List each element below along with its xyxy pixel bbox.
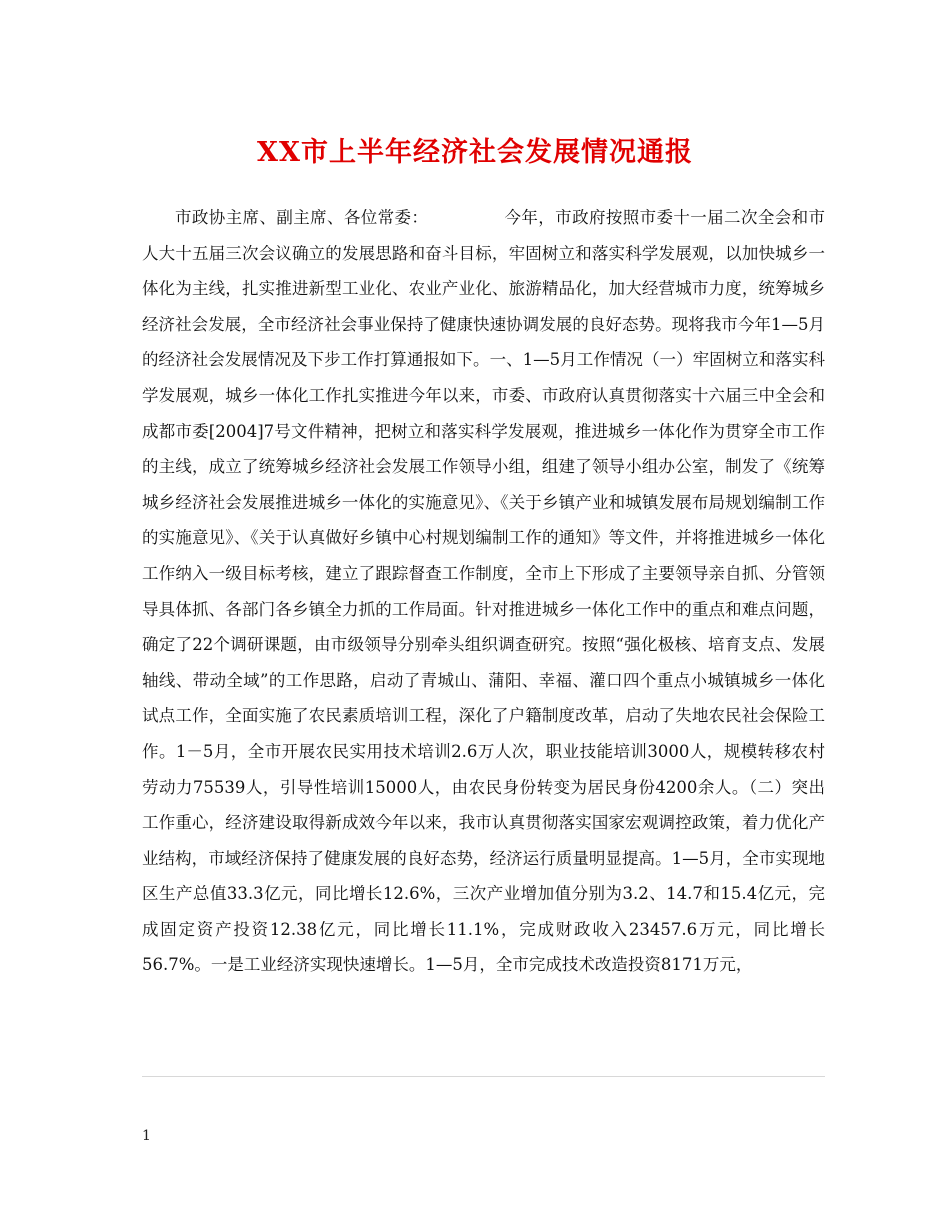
document-body [142,200,825,983]
footer-divider [142,1076,825,1077]
document-title: XX市上半年经济社会发展情况通报 [257,137,693,168]
page-number: 1 [142,1128,151,1144]
body-paragraph: 市政协主席、副主席、各位常委： 今年，市政府按照市委十一届二次全会和市人大十五届三次会议确立的发展思路和奋斗目标，牢固树立和落实科学发展观，以加快城乡一体化为主线，扎实推进新型工业化、农业产业化、旅游精品化，加大经营城市力度，统筹城乡经济社会发展，全市经济社会事业保持了健康快速协调发展的良好态势。现将我市今年1—5月的经济社会发展情况及下步工作打算通报如下。一、1—5月工作情况（一）牢固树立和落实科学发展观，城乡一体化工作扎实推进今年以来，市委、市政府认真贯彻落实十六届三中全会和成都市委[2004]7号文件精神，把树立和落实科学发展观，推进城乡一体化作为贯穿全市工作的主线，成立了统筹城乡经济社会发展工作领导小组，组建了领导小组办公室，制发了《统筹城乡经济社会发展推进城乡一体化的实施意见》、《关于乡镇产业和城镇发展布局规划编制工作的实施意见》、《关于认真做好乡镇中心村规划编制工作的通知》等文件，并将推进城乡一体化工作纳入一级目标考核，建立了跟踪督查工作制度，全市上下形成了主要领导亲自抓、分管领导具体抓、各部门各乡镇全力抓的工作局面。针对推进城乡一体化工作中的重点和难点问题，确定了22个调研课题，由市级领导分别牵头组织调查研究。按照“强化极核、培育支点、发展轴线、带动全域”的工作思路，启动了青城山、蒲阳、幸福、灌口四个重点小城镇城乡一体化试点工作，全面实施了农民素质培训工程，深化了户籍制度改革，启动了失地农民社会保险工作。1－5月，全市开展农民实用技术培训2.6万人次，职业技能培训3000人，规模转移农村劳动力75539人，引导性培训15000人，由农民身份转变为居民身份4200余人。（二）突出工作重心，经济建设取得新成效今年以来，我市认真贯彻落实国家宏观调控政策，着力优化产业结构，市域经济保持了健康发展的良好态势，经济运行质量明显提高。1—5月，全市实现地区生产总值33.3亿元，同比增长12.6%，三次产业增加值分别为3.2、14.7和15.4亿元，完成固定资产投资12.38亿元，同比增长11.1%，完成财政收入23457.6万元，同比增长56.7%。一是工业经济实现快速增长。1—5月，全市完成技术改造投资8171万元， [142,208,825,975]
